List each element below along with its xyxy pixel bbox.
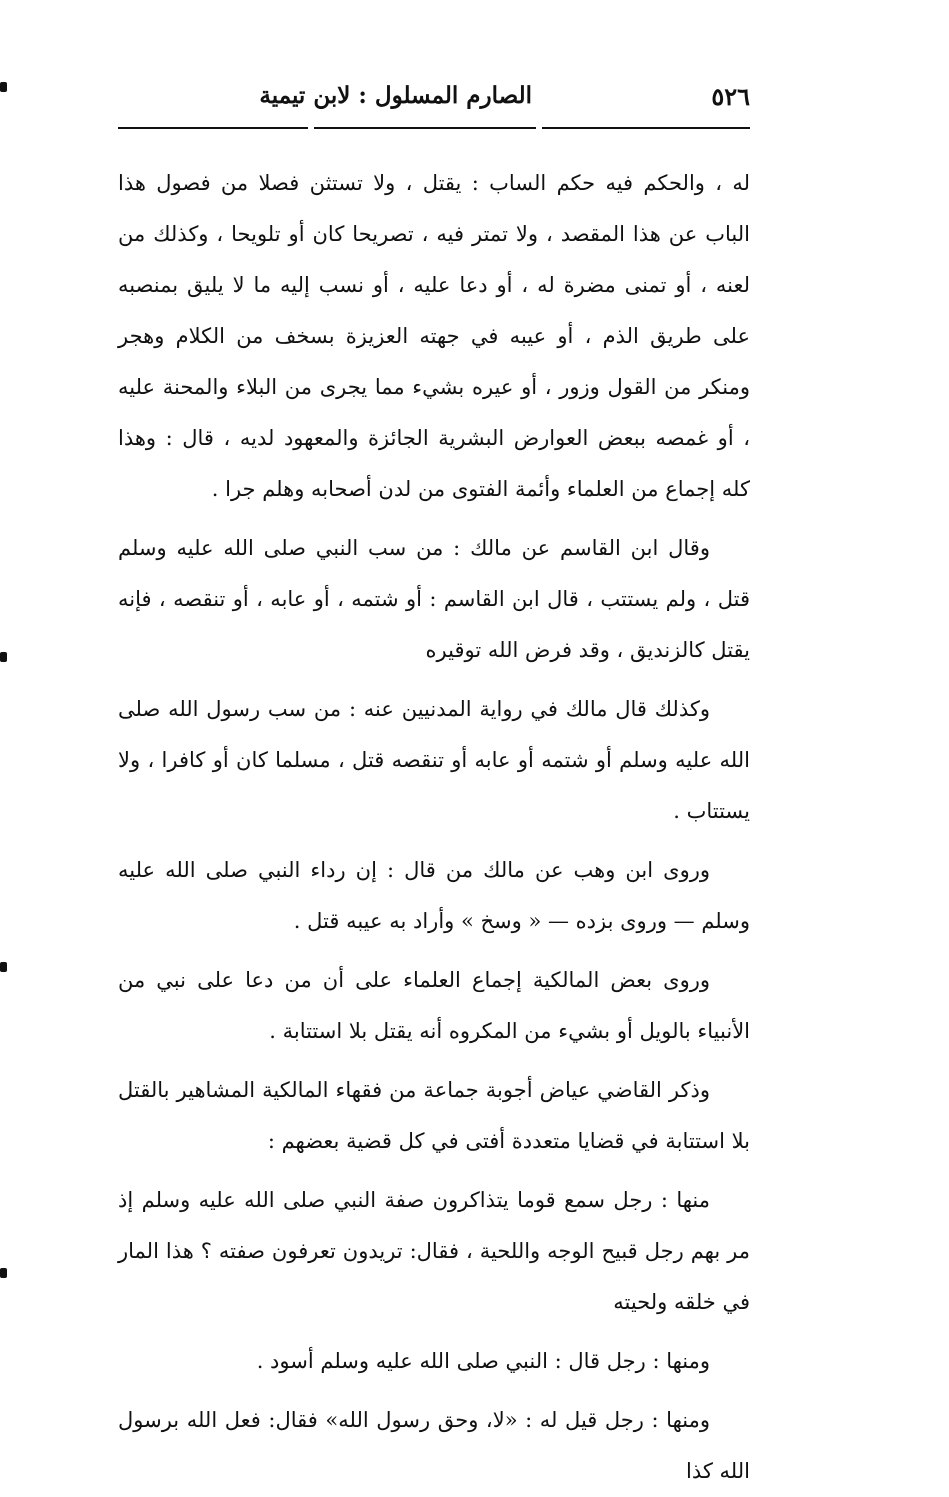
running-title: الصارم المسلول : لابن تيمية <box>259 82 532 109</box>
header-rule-right <box>542 127 750 129</box>
paragraph-4: وروى ابن وهب عن مالك من قال : إن رداء النبي صلى الله عليه وسلم — وروى بزده — « وسخ » وأراد به عيبه قتل . <box>118 858 750 933</box>
body-text <box>118 158 750 1497</box>
scan-edge-mark <box>0 82 7 92</box>
paragraph-8: ومنها : رجل قال : النبي صلى الله عليه وسلم أسود . <box>256 1349 710 1373</box>
paragraph-7: منها : رجل سمع قوما يتذاكرون صفة النبي صلى الله عليه وسلم إذ مر بهم رجل قبيح الوجه واللحية ، فقال: تريدون تعرفون صفته ؟ هذا المار في خلقه ولحيته <box>118 1188 750 1314</box>
scan-edge-mark <box>0 1268 7 1278</box>
paragraph-5: وروى بعض المالكية إجماع العلماء على أن من دعا على نبي من الأنبياء بالويل أو بشيء من المكروه أنه يقتل بلا استتابة . <box>118 968 750 1043</box>
header-rule-middle <box>314 127 536 129</box>
header-rule-left <box>118 127 308 129</box>
paragraph-1: له ، والحكم فيه حكم الساب : يقتل ، ولا تستثن فصلا من فصول هذا الباب عن هذا المقصد ، ولا تمتر فيه ، تصريحا كان أو تلويحا ، وكذلك من لعنه ، أو تمنى مضرة له ، أو دعا عليه ، أو نسب إليه ما لا يليق بمنصبه على طريق الذم ، أو عيبه في جهته العزيزة بسخف من الكلام وهجر ومنكر من القول وزور ، أو عيره بشيء مما يجرى من البلاء والمحنة عليه ، أو غمصه ببعض العوارض البشرية الجائزة والمعهود لديه ، قال : وهذا كله إجماع من العلماء وأئمة الفتوى من لدن أصحابه وهلم جرا . <box>118 171 750 501</box>
page-header <box>118 82 750 122</box>
scan-edge-mark <box>0 652 7 662</box>
page-number: ٥٢٦ <box>711 82 750 111</box>
paragraph-2: وقال ابن القاسم عن مالك : من سب النبي صلى الله عليه وسلم قتل ، ولم يستتب ، قال ابن القاسم : أو شتمه ، أو عابه ، أو تنقصه ، فإنه يقتل كالزنديق ، وقد فرض الله توقيره <box>118 536 750 662</box>
paragraph-9: ومنها : رجل قيل له : «لا، وحق رسول الله» فقال: فعل الله برسول الله كذا <box>118 1408 750 1483</box>
scan-edge-mark <box>0 962 7 972</box>
paragraph-3: وكذلك قال مالك في رواية المدنيين عنه : من سب رسول الله صلى الله عليه وسلم أو شتمه أو عابه أو تنقصه قتل ، مسلما كان أو كافرا ، ولا يستتاب . <box>118 697 750 823</box>
paragraph-6: وذكر القاضي عياض أجوبة جماعة من فقهاء المالكية المشاهير بالقتل بلا استتابة في قضايا متعددة أفتى في كل قضية بعضهم : <box>118 1078 750 1153</box>
